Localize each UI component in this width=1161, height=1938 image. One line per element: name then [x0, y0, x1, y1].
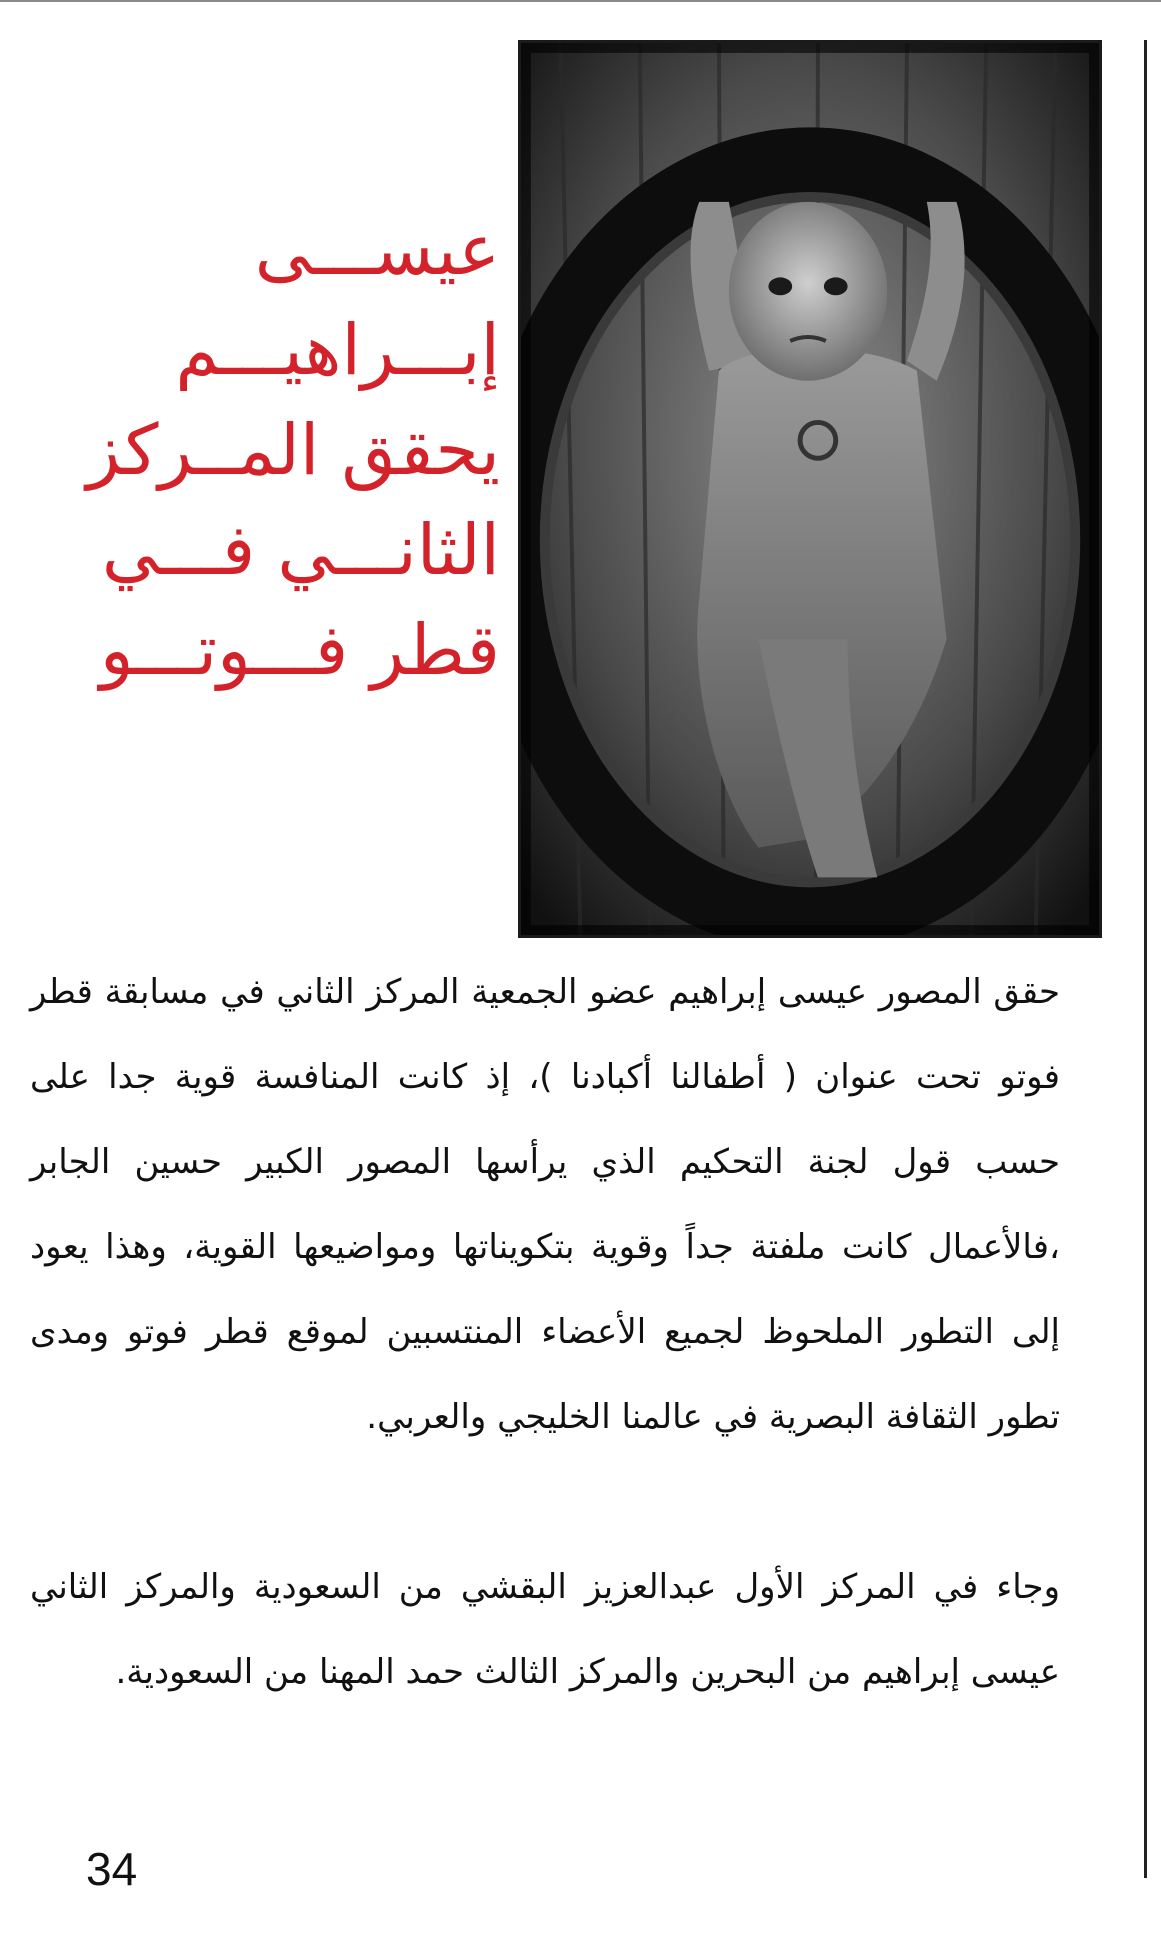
- headline-line: إبـــراهيـــم: [175, 309, 500, 391]
- top-rule: [0, 0, 1161, 2]
- headline-line: الثانـــي فـــي: [101, 509, 500, 591]
- child-in-tire-photo-icon: [521, 43, 1099, 935]
- headline-line: عيســـى: [254, 209, 500, 291]
- headline: [80, 200, 500, 700]
- article-body: [30, 950, 1060, 1715]
- article-paragraph: وجاء في المركز الأول عبدالعزيز البقشي من السعودية والمركز الثاني عيسى إبراهيم من البحرين والمركز الثالث حمد المهنا من السعودية.: [30, 1567, 1060, 1692]
- article-paragraph: حقق المصور عيسى إبراهيم عضو الجمعية المركز الثاني في مسابقة قطر فوتو تحت عنوان ( أطفالنا أكبادنا )، إذ كانت المنافسة قوية جدا على حسب قول لجنة التحكيم الذي يرأسها المصور الكبير حسين الجابر ،فالأعمال كانت ملفتة جداً وقوية بتكويناتها ومواضيعها القوية، وهذا يعود إلى التطور الملحوظ لجميع الأعضاء المنتسبين لموقع قطر فوتو ومدى تطور الثقافة البصرية في عالمنا الخليجي والعربي.: [30, 972, 1060, 1437]
- page-number: 34: [86, 1843, 138, 1895]
- right-margin-rule: [1144, 40, 1147, 1878]
- headline-line: يحقق المــركز: [86, 409, 500, 491]
- featured-photo: [518, 40, 1102, 938]
- headline-line: قطر فـــوتـــو: [99, 609, 500, 691]
